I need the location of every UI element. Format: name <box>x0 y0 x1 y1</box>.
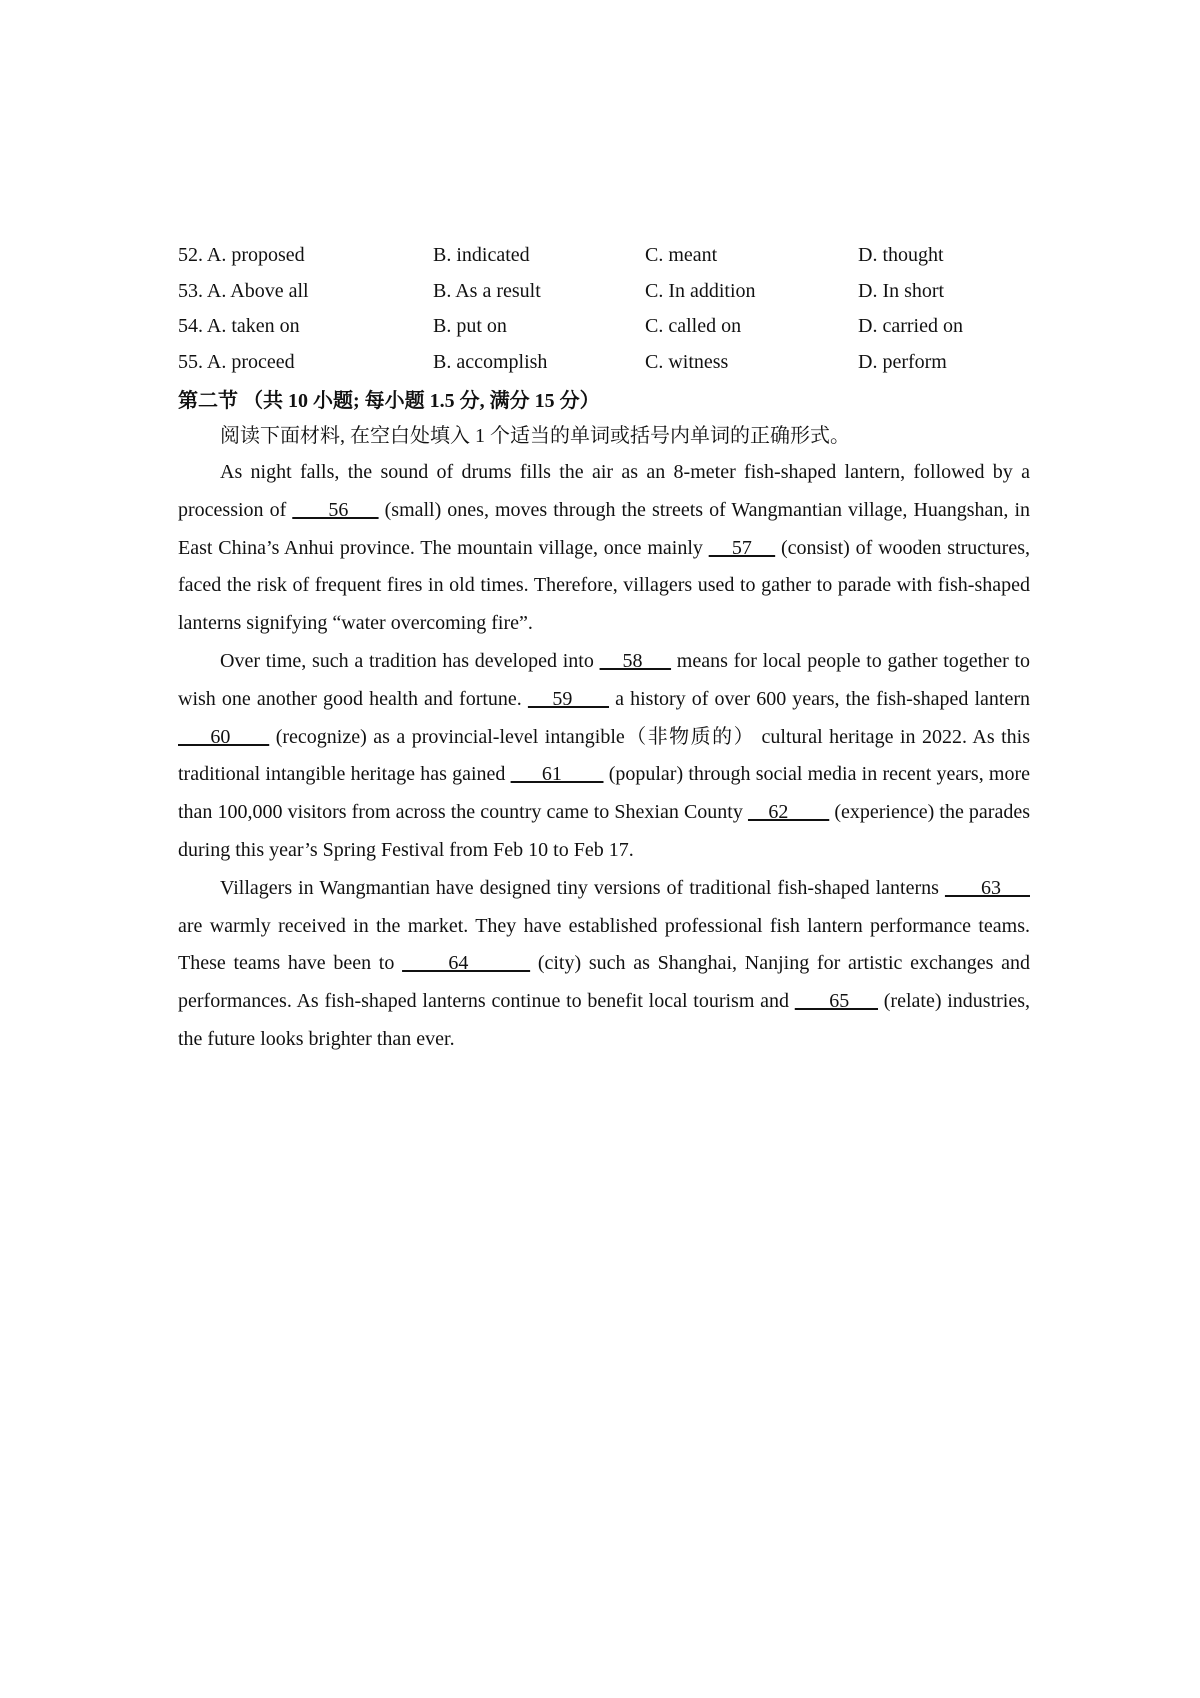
option-55-a: 55. A. proceed <box>178 350 295 373</box>
option-55-d: D. perform <box>858 350 947 373</box>
option-52-d: D. thought <box>858 244 944 266</box>
option-row-55 <box>178 345 1030 381</box>
blank-60: 60 <box>178 725 270 748</box>
blank-58: 58 <box>599 649 672 672</box>
blank-64: 64 <box>402 952 531 975</box>
option-53-b: B. As a result <box>433 279 541 302</box>
option-53-a: 53. A. Above all <box>178 279 309 302</box>
option-row-52 <box>178 238 1030 274</box>
option-53-c: C. In addition <box>645 279 756 302</box>
option-54-d: D. carried on <box>858 315 963 337</box>
option-52-c: C. meant <box>645 244 718 266</box>
option-54-c: C. called on <box>645 315 742 337</box>
blank-61: 61 <box>510 763 604 786</box>
blank-62: 62 <box>747 801 830 824</box>
section-title: 第二节 （共 10 小题; 每小题 1.5 分, 满分 15 分） <box>178 390 600 412</box>
blank-63: 63 <box>944 876 1030 899</box>
option-54-a: 54. A. taken on <box>178 315 300 337</box>
blank-57: 57 <box>708 536 776 559</box>
passage-paragraph-2: Over time, such a tradition has developed into 58 means for local people to gather together to wish one another good health and fortune. 59 a history of over 600 years, the fish-shaped lantern 60 (recognize) as a provincial-level intangible（非物质的） cultural heritage in 2022. As this traditional intangible heritage has gained 61 (popular) through social media in recent years, more than 100,000 visitors from across the country came to Shexian County 62 (experience) the parades during this year’s Spring Festival from Feb 10 to Feb 17. <box>178 649 1031 861</box>
option-55-b: B. accomplish <box>433 350 548 373</box>
option-55-c: C. witness <box>645 350 729 373</box>
section-instruction: 阅读下面材料, 在空白处填入 1 个适当的单词或括号内单词的正确形式。 <box>220 425 850 447</box>
option-row-54 <box>178 309 1030 345</box>
passage-paragraph-1: As night falls, the sound of drums fills the air as an 8-meter fish-shaped lantern, followed by a procession of 56 (small) ones, moves through the streets of Wangmantian village, Huangshan, in East China’s Anhui province. The mountain village, once mainly 57 (consist) of wooden structures, faced the risk of frequent fires in old times. Therefore, villagers used to gather to parade with fish-shaped lanterns signifying “water overcoming fire”. <box>178 461 1031 635</box>
option-52-b: B. indicated <box>433 244 530 266</box>
blank-56: 56 <box>292 498 379 521</box>
option-52-a: 52. A. proposed <box>178 244 305 266</box>
blank-65: 65 <box>794 990 879 1013</box>
option-53-d: D. In short <box>858 279 945 302</box>
option-54-b: B. put on <box>433 315 507 337</box>
passage-paragraph-3: Villagers in Wangmantian have designed tiny versions of traditional fish-shaped lanterns 63 are warmly received in the market. They have established professional fish lantern performance teams. These teams have been to 64 (city) such as Shanghai, Nanjing for artistic exchanges and performances. As fish-shaped lanterns continue to benefit local tourism and 65 (relate) industries, the future looks brighter than ever. <box>178 876 1031 1050</box>
option-row-53 <box>178 274 1030 310</box>
exam-content <box>178 238 1030 1059</box>
blank-59: 59 <box>527 687 610 710</box>
answer-options <box>178 238 1030 380</box>
